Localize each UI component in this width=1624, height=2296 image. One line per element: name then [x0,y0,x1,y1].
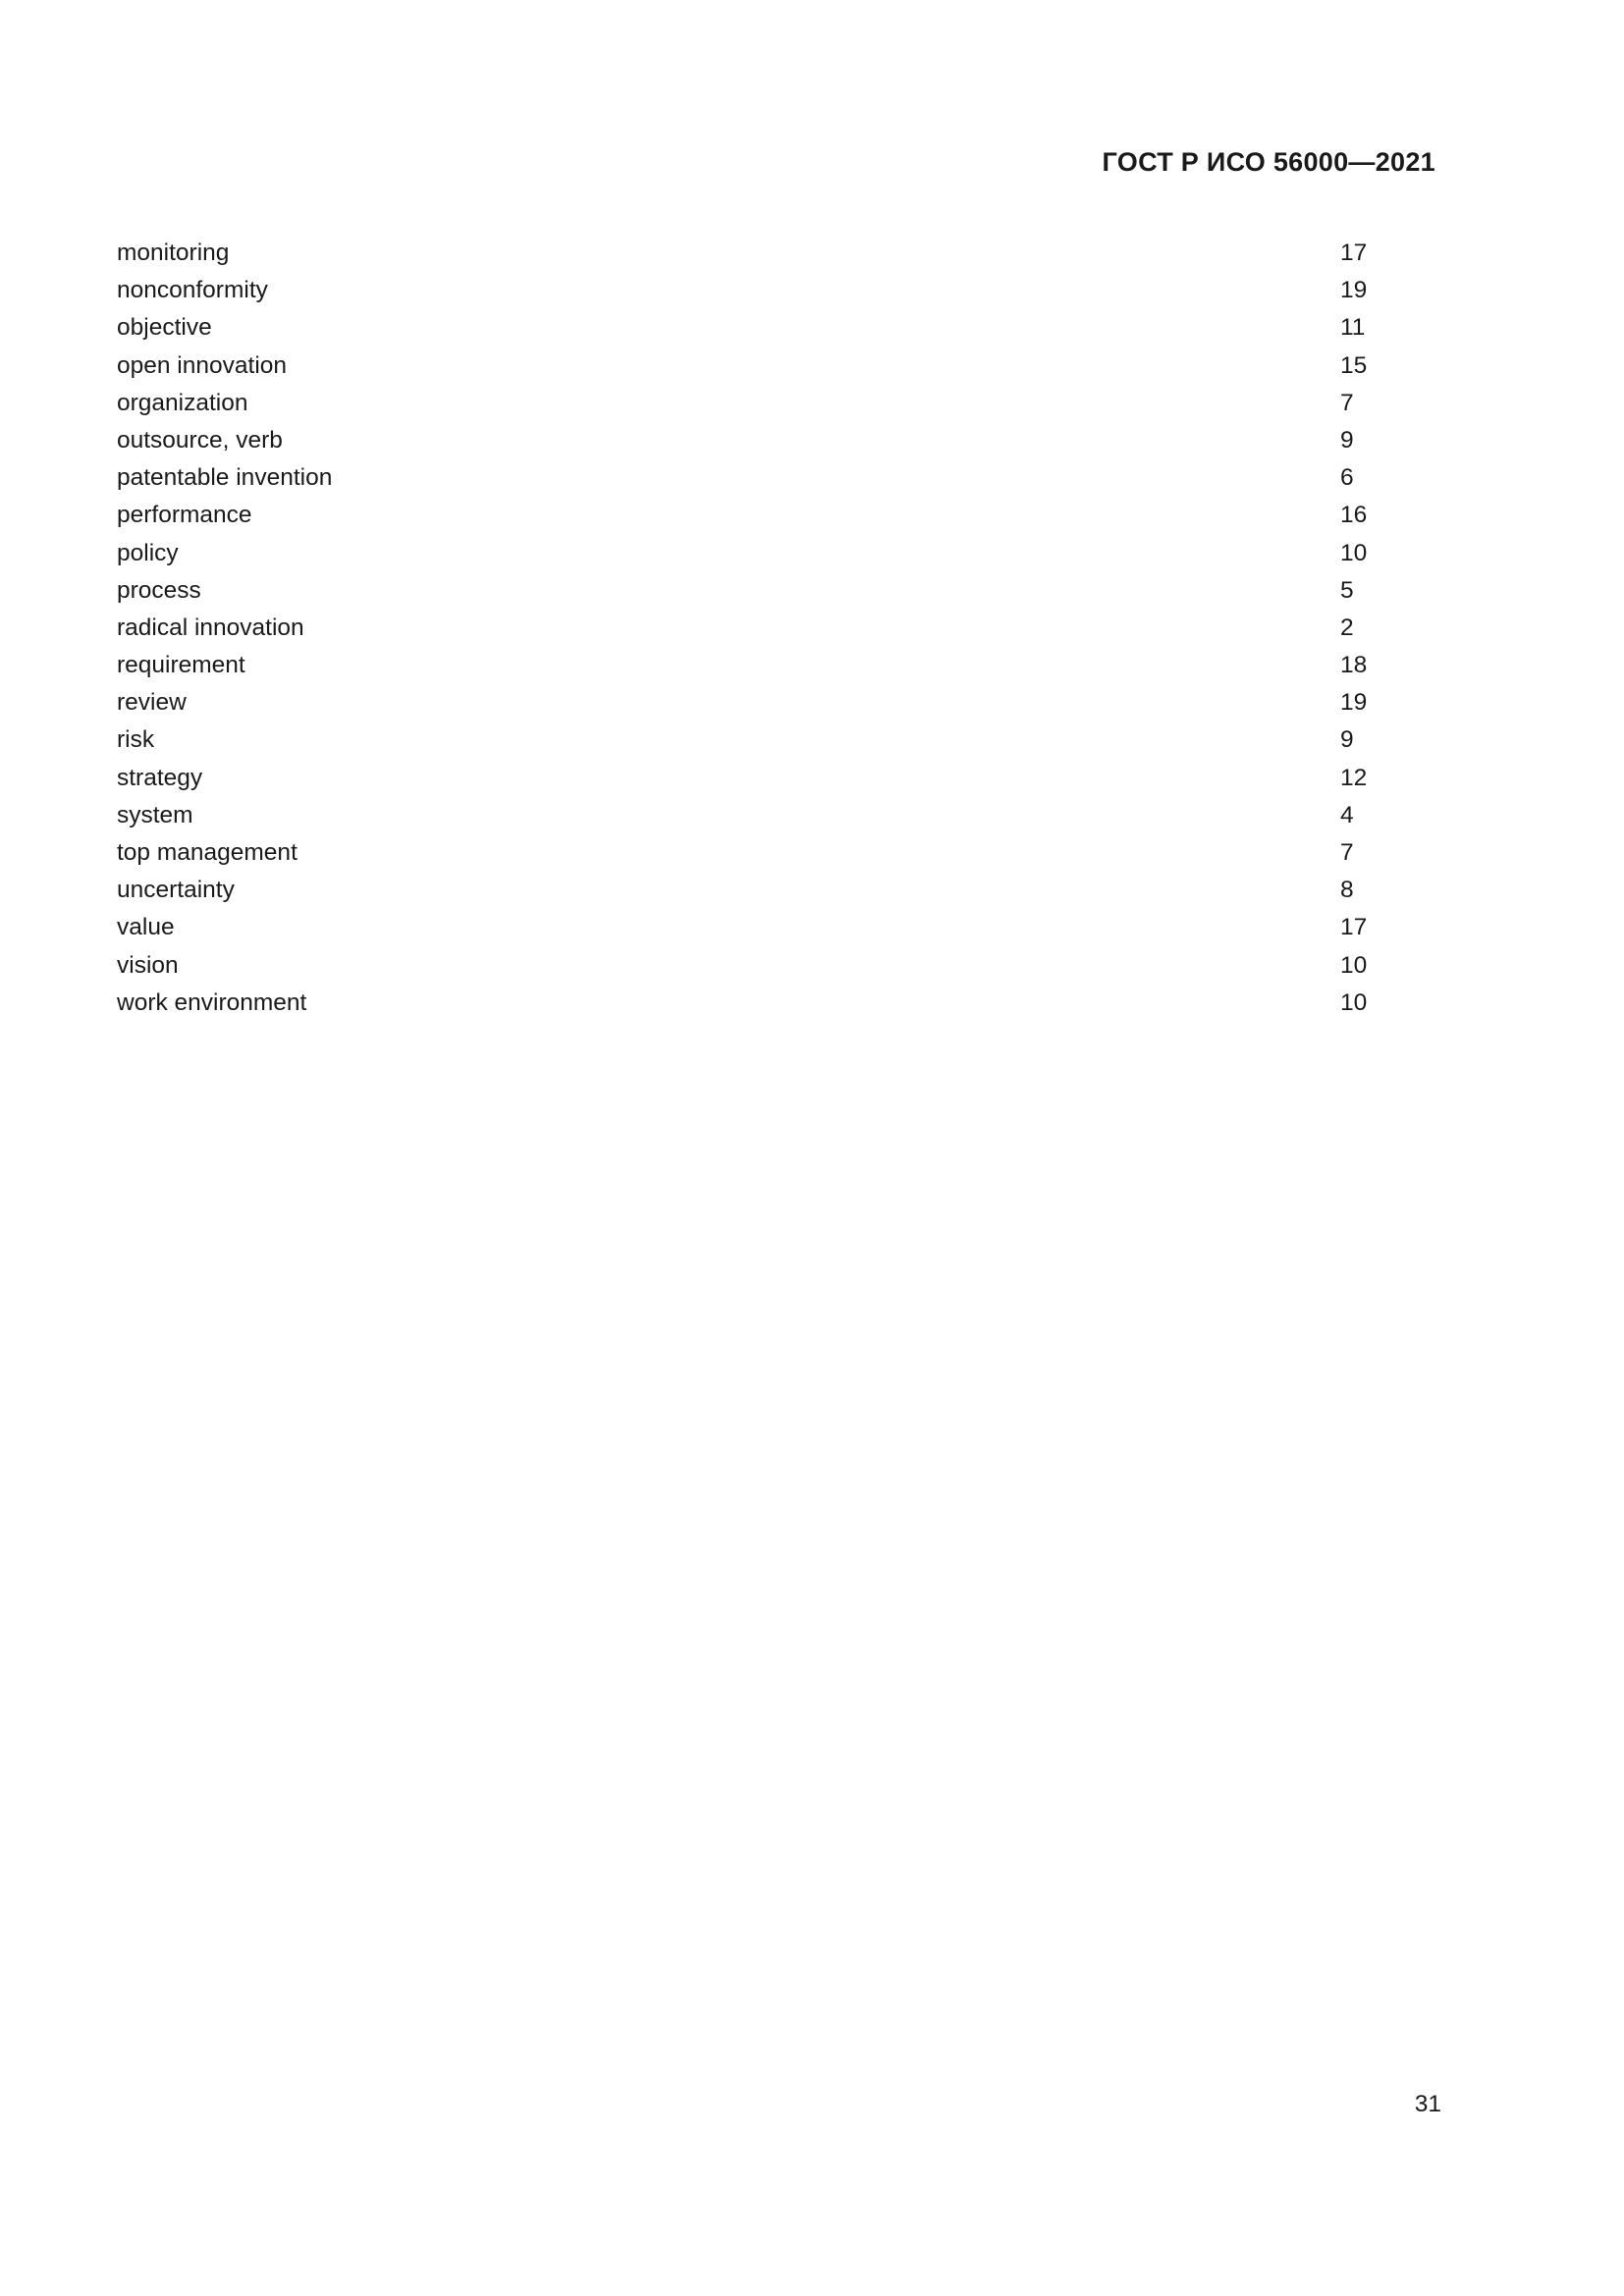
index-term: objective [117,314,212,342]
index-term: top management [117,839,298,866]
index-page-ref: 17 [1340,240,1368,266]
index-entry [117,426,1374,463]
index-page-ref: 11 [1340,314,1366,342]
page-number: 31 [1414,2091,1441,2117]
index-page-ref: 18 [1340,652,1368,679]
index-entry [117,801,1374,838]
index-page-ref: 17 [1340,914,1368,941]
index-entry [117,576,1374,614]
index-entry [117,539,1374,576]
index-page-ref: 10 [1340,539,1368,566]
document-code-header: ГОСТ Р ИСО 56000—2021 [1102,147,1435,177]
index-entry [117,463,1374,501]
index-entry [117,951,1374,988]
index-entry [117,688,1374,725]
index-term: outsource, verb [117,426,283,454]
index-term: review [117,689,187,717]
index-entry [117,725,1374,763]
index-entry [117,614,1374,651]
index-term: requirement [117,652,245,679]
index-page-ref: 10 [1340,988,1368,1016]
index-entry [117,876,1374,913]
index-page-ref: 6 [1340,464,1354,492]
index-term: performance [117,502,252,529]
index-page-ref: 7 [1340,839,1354,866]
index-term: nonconformity [117,277,268,304]
index-page-ref: 5 [1340,576,1354,604]
index-term: open innovation [117,351,288,379]
index-page-ref: 15 [1340,351,1368,379]
index-entry [117,313,1374,350]
index-page-ref: 10 [1340,951,1368,979]
index-page-ref: 19 [1340,689,1368,717]
index-page-ref: 9 [1340,726,1354,754]
index-term: strategy [117,764,203,791]
index-term: monitoring [117,240,230,266]
index-term: patentable invention [117,464,333,492]
index-page-ref: 19 [1340,277,1368,304]
index-page-ref: 2 [1340,614,1354,641]
index-entry [117,276,1374,313]
index-term: vision [117,951,179,979]
index-entry [117,988,1374,1026]
index-page-ref: 12 [1340,764,1368,791]
index-term: radical innovation [117,614,304,641]
index-page-ref: 8 [1340,877,1354,904]
index-term: organization [117,389,248,416]
index-term: work environment [117,988,307,1016]
index-term: uncertainty [117,877,235,904]
index-term: system [117,801,193,828]
index-page-ref: 4 [1340,801,1354,828]
index-entry [117,651,1374,688]
alphabetical-index [117,239,1374,1026]
index-term: process [117,576,201,604]
index-term: risk [117,726,155,754]
index-entry [117,239,1374,276]
index-entry [117,838,1374,876]
index-entry [117,764,1374,801]
index-term: policy [117,539,179,566]
index-entry [117,913,1374,950]
index-page-ref: 16 [1340,502,1368,529]
index-entry [117,501,1374,538]
index-page-ref: 7 [1340,389,1354,416]
index-entry [117,389,1374,426]
index-term: value [117,914,175,941]
index-page-ref: 9 [1340,426,1354,454]
index-entry [117,351,1374,389]
